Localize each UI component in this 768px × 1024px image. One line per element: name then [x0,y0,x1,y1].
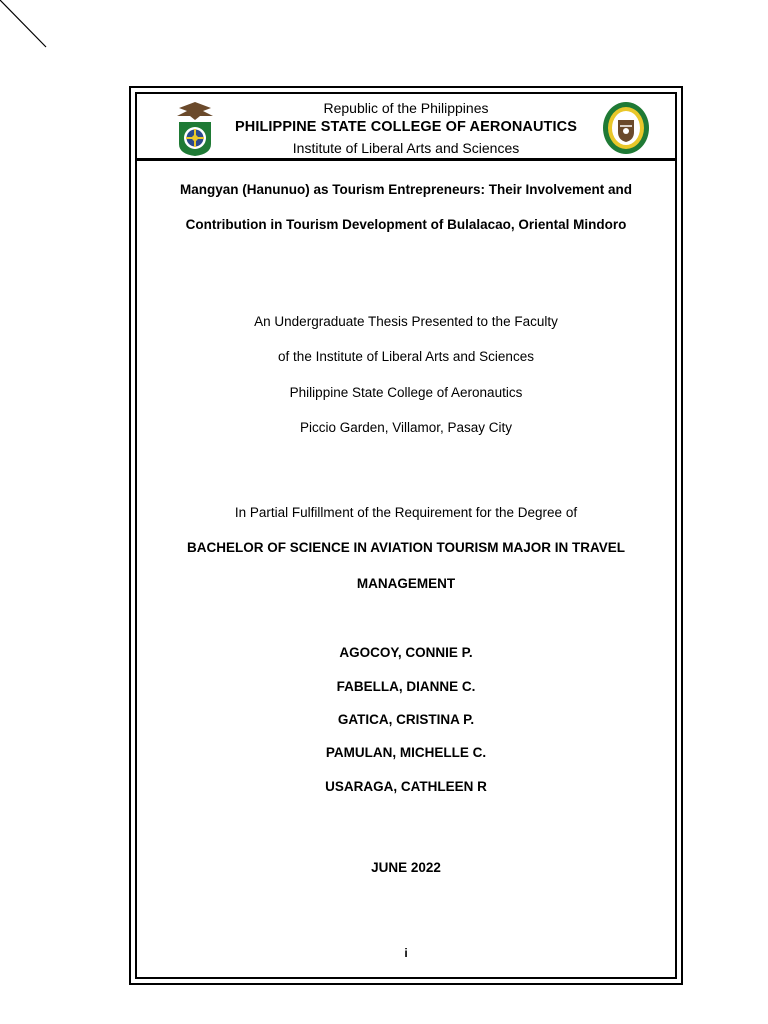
author-name: AGOCOY, CONNIE P. [339,645,473,660]
corner-fold-mark [0,0,60,60]
college-name: PHILIPPINE STATE COLLEGE OF AERONAUTICS [235,119,577,135]
degree-line2: MANAGEMENT [356,576,456,591]
page-border-inner [135,92,677,979]
author-name: USARAGA, CATHLEEN R [325,779,487,794]
submission-date: JUNE 2022 [371,860,441,875]
page-border [129,86,683,985]
degree-line1: BACHELOR OF SCIENCE IN AVIATION TOURISM MAJOR IN TRAVEL [186,540,625,555]
presentation-line: Piccio Garden, Villamor, Pasay City [299,420,513,435]
presentation-line: of the Institute of Liberal Arts and Sciences [278,349,534,364]
ilas-seal-logo [601,100,651,156]
thesis-title-line1: Mangyan (Hanunuo) as Tourism Entrepreneurs: Their Involvement and [179,182,633,197]
page-number: i [404,946,408,960]
author-name: GATICA, CRISTINA P. [337,712,475,727]
header-divider [137,158,675,161]
fulfillment-intro: In Partial Fulfillment of the Requirement for the Degree of [234,505,578,520]
republic-line: Republic of the Philippines [323,100,489,116]
letterhead [137,94,675,160]
presentation-line: Philippine State College of Aeronautics [289,385,523,400]
author-name: PAMULAN, MICHELLE C. [325,745,487,760]
institute-name: Institute of Liberal Arts and Sciences [292,140,520,156]
thesis-title-line2: Contribution in Tourism Development of Bulalacao, Oriental Mindoro [185,217,627,232]
author-name: FABELLA, DIANNE C. [336,679,476,694]
presentation-line: An Undergraduate Thesis Presented to the Faculty [254,314,558,329]
